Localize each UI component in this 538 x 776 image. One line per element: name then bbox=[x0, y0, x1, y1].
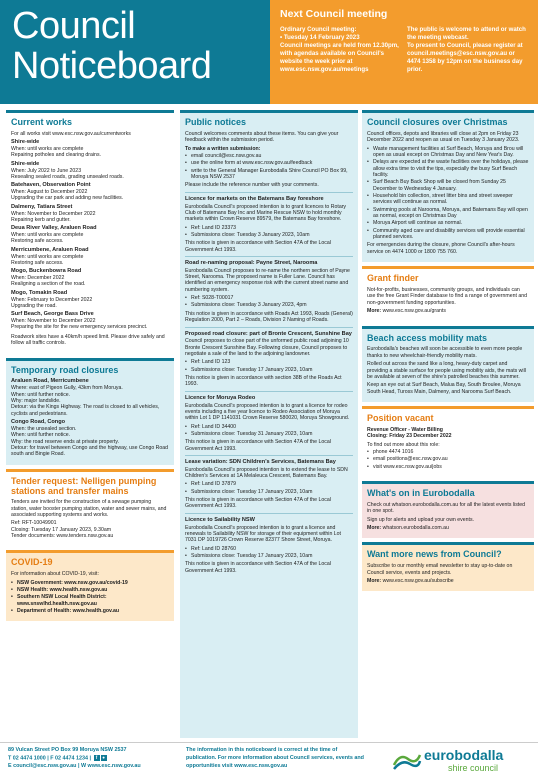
work-item bbox=[11, 161, 169, 181]
notices-how: To make a written submission: bbox=[185, 145, 261, 152]
footer-address: 89 Vulcan Street PO Box 99 Moruya NSW 2537 bbox=[8, 747, 127, 753]
work-when: When: until works are complete bbox=[11, 253, 84, 260]
instagram-icon[interactable]: ● bbox=[102, 754, 105, 760]
notice-bullet: • Ref: Land ID 23373 bbox=[185, 225, 353, 231]
closure-line: When: the unsealed section. bbox=[11, 425, 77, 432]
tender-body: Tenders are invited for the construction of a sewage pumping station, water booster pumping station, water and sewer mains, and associated supporting systems and works. bbox=[11, 499, 167, 518]
next-meeting-text: Ordinary Council meeting: bbox=[280, 25, 357, 33]
work-desc: Realigning a section of the road. bbox=[11, 281, 86, 288]
notice-body: Eurobodalla Council's proposed intention is to extend the lease to SDN Children's Services at 1A Melaleuca Crescent, Batemans Bay. bbox=[185, 466, 348, 480]
notice-bullets bbox=[185, 481, 353, 495]
facebook-icon[interactable]: f bbox=[94, 755, 100, 761]
whatson-link[interactable]: whatson.eurobodalla.com.au bbox=[382, 524, 449, 531]
work-place: Mogo, Tomakin Road bbox=[11, 289, 68, 296]
footer-disclaimer: The information in this noticeboard is correct at the time of publication. For more information about Council services, events and opportunities visit www.esc.nsw.gov.au bbox=[186, 747, 364, 769]
notice-item bbox=[185, 256, 353, 324]
logo-text: eurobodalla bbox=[424, 747, 504, 763]
notice-title: Proposed road closure: part of Bronte Crescent, Sunshine Bay bbox=[185, 330, 352, 337]
how-item: • write to the General Manager Eurobodalla Shire Council PO Box 99, Moruya NSW 2537 bbox=[185, 168, 353, 181]
closure-item bbox=[11, 419, 169, 458]
section-title: Position vacant bbox=[367, 412, 434, 423]
eurobodalla-logo bbox=[392, 747, 532, 773]
column-right bbox=[362, 110, 534, 738]
notices-how-list bbox=[185, 153, 353, 180]
position-item: • phone 4474 1016 bbox=[367, 449, 529, 455]
notice-bullet: • Ref: S028-T00017 bbox=[185, 295, 353, 301]
work-place: Dalmeny, Tatiara Street bbox=[11, 203, 73, 210]
work-item bbox=[11, 204, 169, 224]
section-title: Public notices bbox=[185, 117, 247, 127]
grant-section bbox=[362, 266, 534, 321]
position-list bbox=[367, 449, 529, 470]
next-meeting-text: To present to Council, please register at council.meetings@esc.nsw.gov.au or 4474 1358 by 12pm on the business day prior. bbox=[407, 41, 523, 73]
masthead-line1: Council bbox=[12, 5, 136, 47]
tender-section bbox=[6, 469, 174, 547]
notice-footer: This notice is given in accordance with Section 47A of the Local Government Act 1993. bbox=[185, 497, 331, 510]
work-desc: Repairing potholes and clearing drains. bbox=[11, 152, 101, 159]
notice-body: Eurobodalla Council's proposed intention is to grant licences to Rotary Club of Batemans Bay Inc and Marine Rescue NSW to hold monthly markets within Crown Reserve 89579, the Batemans Bay foreshore. bbox=[185, 203, 347, 223]
closure-item bbox=[11, 378, 169, 417]
work-when: When: until works are complete bbox=[11, 232, 84, 239]
closures-footer: For emergencies during the closure, phone Council's after-hours service on 4474 1000 or 1800 755 760. bbox=[367, 242, 515, 255]
masthead bbox=[0, 0, 270, 104]
position-item[interactable]: • visit www.esc.nsw.gov.au/jobs bbox=[367, 464, 529, 470]
covid-link[interactable]: • NSW Health: www.health.nsw.gov.au bbox=[11, 587, 169, 593]
work-item bbox=[11, 290, 169, 310]
closures-intro: Council offices, depots and libraries will close at 2pm on Friday 23 December 2022 and reopen as usual on Tuesday 3 January 2023. bbox=[367, 130, 520, 144]
works-footer: Roadwork sites have a 40km/h speed limit. Please drive safely and follow all traffic controls. bbox=[11, 333, 165, 347]
position-item[interactable]: • email positions@esc.nsw.gov.au bbox=[367, 456, 529, 462]
notice-title: Licence to Sailability NSW bbox=[185, 516, 255, 523]
work-item bbox=[11, 139, 169, 159]
closure-line: Why: the road reserve ends at private property. bbox=[11, 438, 120, 445]
mats-section bbox=[362, 326, 534, 402]
work-when: When: November to December 2022 bbox=[11, 318, 96, 325]
grant-more bbox=[367, 308, 529, 314]
footer-email[interactable]: E council@esc.nsw.gov.au | W www.esc.nsw.gov.au bbox=[8, 763, 141, 770]
position-section bbox=[362, 406, 534, 477]
header bbox=[0, 0, 538, 104]
news-link[interactable]: www.esc.nsw.gov.au/subscribe bbox=[382, 577, 454, 584]
notice-bullet: • Submissions close: Tuesday 3 January 2023, 4pm bbox=[185, 302, 353, 308]
closures-list bbox=[367, 146, 529, 241]
notice-body: Council proposes to close part of the unformed public road adjoining 10 Bronte Crescent Sunshine Bay. Following closure, Council proposes to negotiate a sale of the land to the adjoining landowner. bbox=[185, 338, 349, 357]
notice-item bbox=[185, 513, 353, 574]
column-left bbox=[6, 110, 174, 738]
notice-body: Eurobodalla Council's proposed intention is to grant a licence for rodeo events including a five year licence to Rodeo Association of Moruya within Lot 1 DP 1141031 Crown Reserve 580020, Moruya Showground. bbox=[185, 402, 350, 422]
notice-bullet: • Submissions close: Tuesday 17 January 2023, 10am bbox=[185, 367, 353, 373]
news-more bbox=[367, 578, 529, 584]
section-title: Grant finder bbox=[367, 273, 419, 284]
notice-footer: This notice is given in accordance with Section 47A of the Local Government Act 1993. bbox=[185, 240, 331, 253]
section-title: Temporary road closures bbox=[11, 364, 119, 375]
masthead-line2: Noticeboard bbox=[12, 45, 212, 87]
next-meeting-title: Next Council meeting bbox=[280, 8, 388, 20]
notices-intro: Council welcomes comments about these items. You can give your feedback within the submission period. bbox=[185, 130, 339, 144]
closure-item: • Moruya Airport will continue as normal. bbox=[367, 220, 529, 226]
notice-bullets bbox=[185, 359, 353, 373]
more-label: More: bbox=[367, 524, 382, 531]
road-closures-section bbox=[6, 358, 174, 465]
notice-item bbox=[185, 192, 353, 253]
work-item bbox=[11, 268, 169, 288]
notice-bullets bbox=[185, 225, 353, 239]
footer bbox=[0, 742, 538, 776]
section-title: Beach access mobility mats bbox=[367, 332, 488, 343]
closure-item: • Surf Beach Buy Back Shop will be closed from Sunday 25 December to Wednesday 4 January. bbox=[367, 179, 529, 192]
work-desc: Preparing the site for the new emergency services precinct. bbox=[11, 324, 148, 331]
work-place: Merricumbene, Araluen Road bbox=[11, 246, 89, 253]
how-item: • email council@esc.nsw.gov.au bbox=[185, 153, 353, 159]
work-place: Shire-wide bbox=[11, 160, 40, 167]
tender-ref: Ref: RFT-10049901 bbox=[11, 520, 57, 527]
closure-item: • Delays are expected at the waste facilities over the holidays, please allow extra time to visit the tips, especially the busy Surf Beach facility. bbox=[367, 159, 529, 178]
position-role: Revenue Officer - Water Billing bbox=[367, 426, 443, 433]
notice-body: Eurobodalla Council proposes to re-name the northern section of Payne Street, Narooma. The proposed name is Fuller Lane. Council has identified an emergency response risk with the current street name and numbering system. bbox=[185, 267, 350, 293]
work-place: Mogo, Buckenbowra Road bbox=[11, 268, 82, 275]
notice-item bbox=[185, 391, 353, 452]
closure-place: Congo Road, Congo bbox=[11, 419, 66, 425]
closure-item: • Swimming pools at Narooma, Moruya, and Batemans Bay will open as normal, except on Christmas Day bbox=[367, 207, 529, 220]
closure-item: • Household bin collection, street litter bins and street sweeper services will continue as normal. bbox=[367, 193, 529, 206]
closure-place: Araluen Road, Merricumbene bbox=[11, 378, 89, 385]
tender-docs: Tender documents: www.tenders.nsw.gov.au bbox=[11, 532, 114, 539]
footer-phone: T 02 4474 1000 | F 02 4474 1234 | bbox=[8, 755, 92, 762]
closure-line: Detour: for travel between Congo and the highway, use Congo Road south and Bingie Road. bbox=[11, 444, 169, 458]
closure-item: • Waste management facilities at Surf Beach, Moruya and Brou will open as usual except on Christmas Day and New Year's Day. bbox=[367, 146, 529, 159]
notice-title: Licence for markets on the Batemans Bay foreshore bbox=[185, 195, 324, 202]
work-desc: Resealing sealed roads, grading unsealed roads. bbox=[11, 173, 124, 180]
notice-item bbox=[185, 327, 353, 388]
work-desc: Restoring safe access. bbox=[11, 238, 64, 245]
news-body: Subscribe to our monthly email newsletter to stay up-to-date on Council service, events and projects. bbox=[367, 563, 513, 576]
covid-link[interactable]: • Department of Health: www.health.gov.au bbox=[11, 608, 169, 614]
section-title: COVID-19 bbox=[11, 557, 53, 568]
wave-logo-icon bbox=[392, 747, 422, 773]
work-desc: Upgrading the car park and adding new facilities. bbox=[11, 195, 124, 202]
closure-list bbox=[11, 378, 169, 457]
section-title: Tender request: Nelligen pumping stations and transfer mains bbox=[11, 475, 157, 496]
works-list bbox=[11, 139, 169, 331]
column-middle bbox=[180, 110, 358, 738]
current-works-section bbox=[6, 110, 174, 354]
closure-line: Why: major landslide. bbox=[11, 397, 61, 404]
news-section bbox=[362, 542, 534, 591]
closure-line: When: until further notice. bbox=[11, 391, 71, 398]
section-title: Want more news from Council? bbox=[367, 549, 502, 560]
logo-subtext: shire council bbox=[448, 763, 499, 773]
notices-how-footer: Please include the reference number with your comments. bbox=[185, 182, 319, 189]
next-meeting-right bbox=[407, 26, 528, 74]
next-meeting-left bbox=[280, 26, 401, 74]
work-when: When: August to December 2022 bbox=[11, 189, 88, 196]
next-meeting-text: • Tuesday 14 February 2023 bbox=[280, 33, 360, 41]
next-meeting-text: The public is welcome to attend or watch the meeting webcast. bbox=[407, 25, 526, 41]
whatson-more bbox=[367, 525, 529, 531]
position-intro: To find out more about this role: bbox=[367, 441, 440, 448]
work-place: Surf Beach, George Bass Drive bbox=[11, 311, 94, 318]
work-item bbox=[11, 311, 169, 331]
closures-section bbox=[362, 110, 534, 262]
mats-p2: Rolled out across the sand like a long, heavy-duty carpet and providing a stable surface for people using mobility aids, the mats will be available at seven of the shire's patrolled beaches this summer. bbox=[367, 361, 526, 380]
mats-p3: Keep an eye out at Surf Beach, Malua Bay, South Broulee, Moruya South Head, Tuross Main, Dalmeny, and Narooma Surf Beach. bbox=[367, 382, 521, 395]
work-place: Shire-wide bbox=[11, 139, 40, 146]
work-place: Batehaven, Observation Point bbox=[11, 182, 91, 189]
work-item bbox=[11, 182, 169, 202]
notice-list bbox=[185, 192, 353, 574]
notice-bullet: • Ref: Land ID 123 bbox=[185, 359, 353, 365]
footer-contact bbox=[8, 747, 184, 771]
closure-line: Detour: via the Kings Highway. The road is closed to all vehicles, cyclists and pedestrians. bbox=[11, 404, 160, 417]
notice-bullet: • Submissions close: Tuesday 17 January 2023, 10am bbox=[185, 489, 353, 495]
section-title: Council closures over Christmas bbox=[367, 117, 508, 127]
work-desc: Upgrading the road. bbox=[11, 302, 57, 309]
notice-bullets bbox=[185, 424, 353, 438]
footer-phone-line bbox=[8, 755, 184, 763]
section-intro: For all works visit www.esc.nsw.gov.au/currentworks bbox=[11, 130, 131, 137]
notice-bullet: • Ref: Land ID 34400 bbox=[185, 424, 353, 430]
notice-bullet: • Submissions close: Tuesday 31 January 2023, 10am bbox=[185, 431, 353, 437]
notice-bullet: • Ref: Land ID 28760 bbox=[185, 546, 353, 552]
work-when: When: February to December 2022 bbox=[11, 296, 93, 303]
work-when: When: until works are complete bbox=[11, 146, 84, 153]
notice-bullets bbox=[185, 295, 353, 309]
notice-footer: This notice is given in accordance with section 38B of the Roads Act 1993. bbox=[185, 375, 342, 388]
covid-intro: For information about COVID-19, visit: bbox=[11, 571, 99, 578]
work-when: When: July 2022 to June 2023 bbox=[11, 167, 82, 174]
section-title: Current works bbox=[11, 117, 73, 127]
notice-bullet: • Submissions close: Tuesday 3 January 2023, 10am bbox=[185, 232, 353, 238]
grant-link[interactable]: www.esc.nsw.gov.au/grants bbox=[382, 308, 446, 315]
notice-item bbox=[185, 455, 353, 510]
work-desc: Restoring safe access. bbox=[11, 259, 64, 266]
public-notices-section bbox=[180, 110, 358, 738]
mats-p1: Eurobodalla's beaches will soon be accessible to even more people thanks to new wheelchair-friendly mobility mats. bbox=[367, 346, 523, 359]
work-when: When: December 2022 bbox=[11, 275, 65, 282]
more-label: More: bbox=[367, 577, 382, 584]
notice-bullet: • Submissions close: Tuesday 17 January 2023, 10am bbox=[185, 553, 353, 559]
notice-footer: This notice is given in accordance with Section 47A of the Local Government Act 1993. bbox=[185, 561, 331, 574]
covid-link[interactable]: • Southern NSW Local Health District: www.snswlhd.health.nsw.gov.au bbox=[11, 594, 169, 607]
closure-line: Where: east of Pigeon Gully, 43km from Moruya. bbox=[11, 385, 123, 392]
work-desc: Repairing kerb and gutter. bbox=[11, 216, 71, 223]
covid-list bbox=[11, 580, 169, 615]
work-place: Deua River Valley, Araluen Road bbox=[11, 225, 97, 232]
work-item bbox=[11, 225, 169, 245]
next-meeting-text: Council meetings are held from 12.30pm, with agendas available on Council's website the week prior at www.esc.nsw.gov.au/meetings bbox=[280, 41, 399, 73]
notice-body: Eurobodalla Council's proposed intention is to grant a licence and renewals to Sailability NSW for storage of their equipment within Lot 7031 DP 1019726 Crown Reserve 82377 Shore Street, Moruya. bbox=[185, 524, 341, 544]
notice-bullets bbox=[185, 546, 353, 560]
notice-title: Lease variation: SDN Children's Services, Batemans Bay bbox=[185, 458, 336, 465]
closure-line: When: until further notice. bbox=[11, 432, 71, 439]
section-title: What's on in Eurobodalla bbox=[367, 487, 475, 498]
notice-footer: This notice is given in accordance with Roads Act 1993, Roads (General) Regulation 2000, Part 2 – Roads, Division 2 Naming of Roads. bbox=[185, 310, 353, 324]
covid-link[interactable]: • NSW Government: www.nsw.gov.au/covid-19 bbox=[11, 580, 169, 586]
whatson-section bbox=[362, 481, 534, 538]
work-when: When: November to December 2022 bbox=[11, 210, 96, 217]
covid-section bbox=[6, 550, 174, 621]
whatson-p2: Sign up for alerts and upload your own events. bbox=[367, 516, 474, 523]
more-label: More: bbox=[367, 308, 382, 315]
closure-item: • Community aged care and disability services will provide essential planned services. bbox=[367, 228, 529, 241]
work-item bbox=[11, 247, 169, 267]
notice-bullet: • Ref: Land ID 37879 bbox=[185, 481, 353, 487]
notice-title: Road re-naming proposal: Payne Street, Narooma bbox=[185, 259, 318, 266]
notice-footer: This notice is given in accordance with Section 47A of the Local Government Act 1993. bbox=[185, 439, 331, 452]
notice-title: Licence for Moruya Rodeo bbox=[185, 394, 256, 401]
whatson-p1: Check out whatson.eurobodalla.com.au for all the latest events listed in one spot. bbox=[367, 501, 526, 515]
grant-body: Not-for-profits, businesses, community groups, and individuals can use the free Grant Finder database to find a range of government and non-government funding opportunities. bbox=[367, 287, 528, 306]
next-meeting-panel bbox=[270, 0, 538, 104]
how-item: • use the online form at www.esc.nsw.gov.au/feedback bbox=[185, 160, 353, 166]
tender-closing: Closing: Tuesday 17 January 2023, 9.30am bbox=[11, 526, 112, 533]
position-closing: Closing: Friday 23 December 2022 bbox=[367, 433, 452, 440]
